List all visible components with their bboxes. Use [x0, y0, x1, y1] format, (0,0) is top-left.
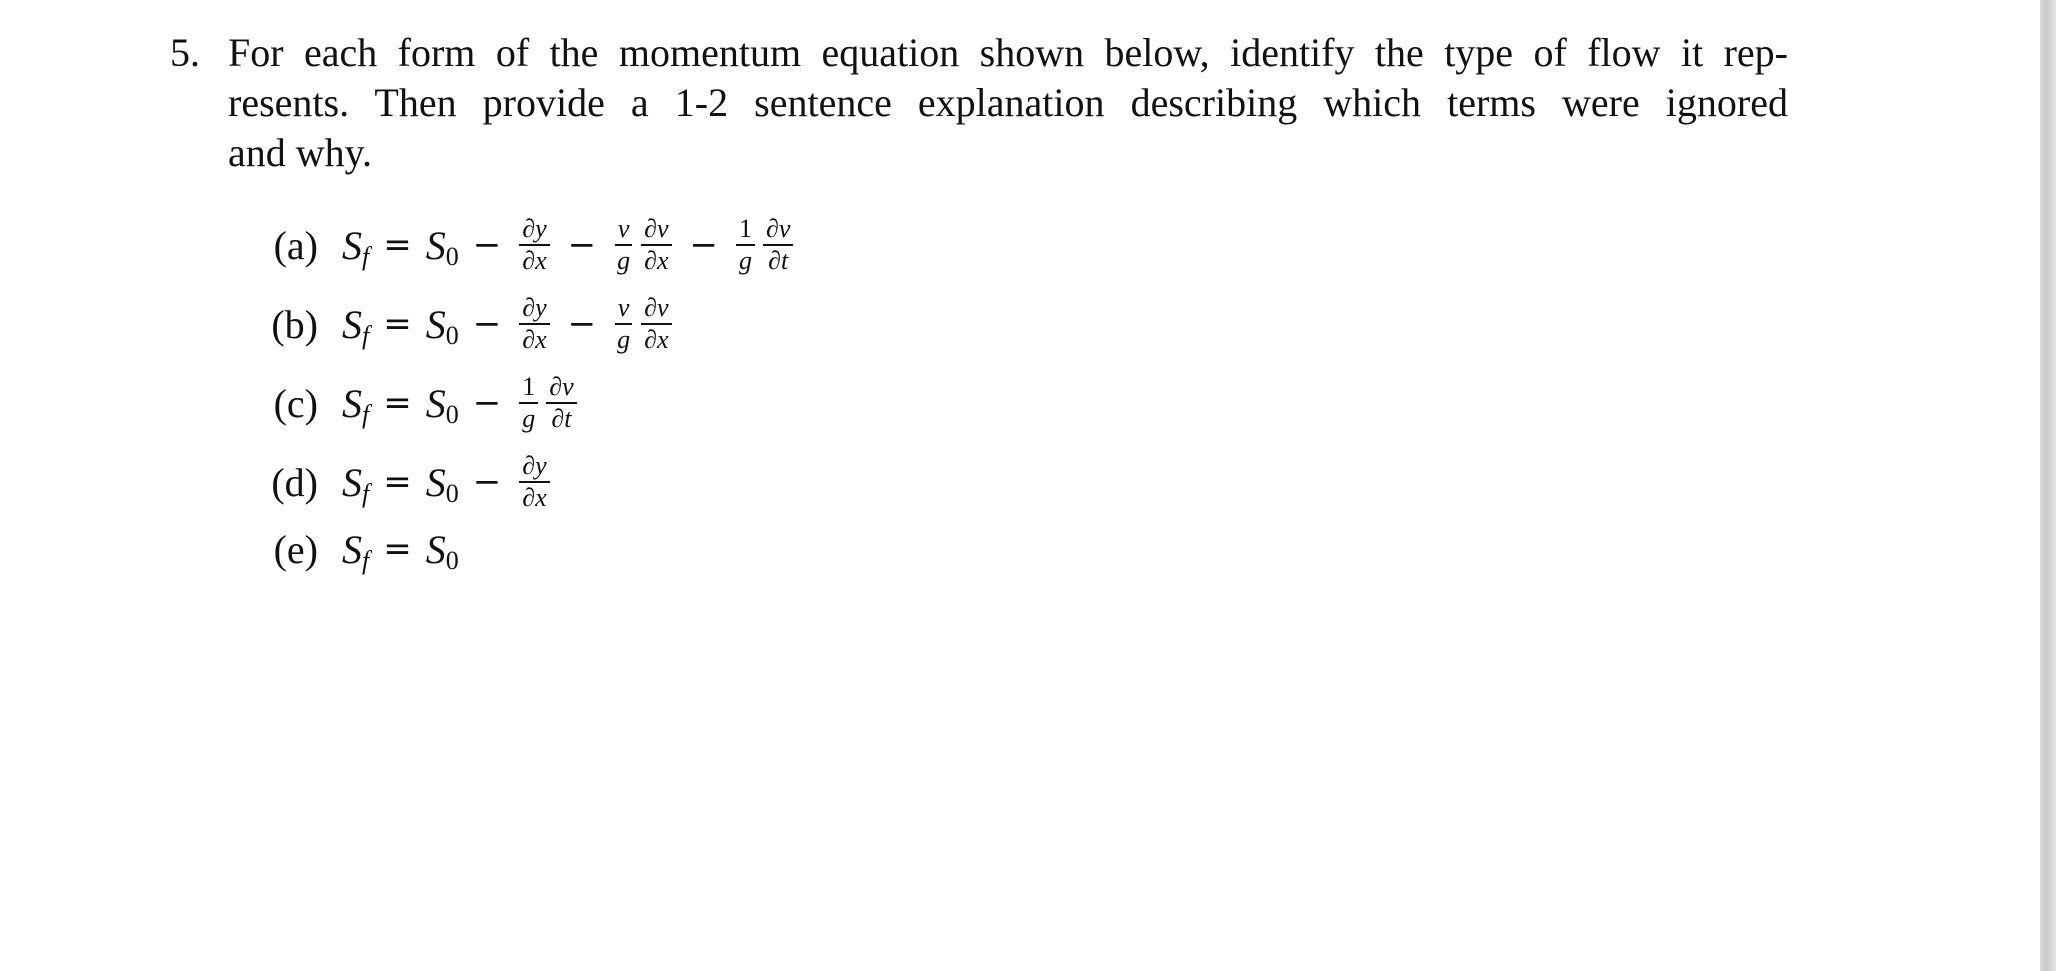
equation-math	[342, 373, 581, 433]
fraction-numerator: ∂v	[546, 373, 576, 404]
fraction-numerator: 1	[736, 215, 755, 246]
rhs-symbol: S	[425, 526, 446, 572]
rhs-subscript: 0	[445, 479, 459, 508]
fraction-denominator: ∂t	[768, 246, 789, 275]
equation-label: (c)	[273, 380, 318, 426]
rhs-subscript: 0	[445, 321, 459, 350]
lhs-subscript: f	[362, 479, 370, 508]
lhs-subscript: f	[362, 242, 370, 271]
fraction-numerator: ∂v	[641, 215, 671, 246]
question-text	[228, 28, 1788, 178]
equals-sign: =	[383, 304, 412, 344]
lhs-subscript: f	[362, 546, 370, 575]
lhs-subscript: f	[362, 321, 370, 350]
fraction-dv-dt	[763, 215, 793, 275]
question-number: 5.	[170, 30, 200, 75]
rhs-symbol: S	[425, 380, 446, 426]
fraction-denominator: ∂x	[644, 325, 669, 354]
equals-sign: =	[383, 529, 412, 569]
minus-operator: −	[472, 462, 502, 502]
fraction-numerator: v	[615, 215, 633, 246]
fraction-denominator: g	[617, 325, 631, 354]
equation-e	[228, 517, 459, 581]
fraction-numerator: v	[615, 294, 633, 325]
equation-d	[228, 450, 554, 514]
fraction-numerator: ∂y	[519, 294, 549, 325]
fraction-dy-dx	[519, 215, 549, 275]
fraction-numerator: ∂y	[519, 452, 549, 483]
fraction-dy-dx	[519, 294, 549, 354]
fraction-1-g	[519, 373, 538, 433]
rhs-subscript: 0	[445, 242, 459, 271]
rhs-subscript: 0	[445, 400, 459, 429]
question-line-2: resents. Then provide a 1-2 sentence explanation describing which terms were ignored	[228, 80, 1788, 125]
fraction-denominator: g	[739, 246, 753, 275]
lhs-symbol: S	[342, 222, 362, 268]
minus-operator: −	[567, 225, 597, 265]
equation-label: (d)	[271, 459, 318, 505]
question-line-1: For each form of the momentum equation shown below, identify the type of flow it rep-	[228, 30, 1788, 75]
page-edge-shadow	[2040, 0, 2056, 971]
minus-operator: −	[567, 304, 597, 344]
equation-c	[228, 371, 581, 435]
minus-operator: −	[472, 225, 502, 265]
equals-sign: =	[383, 462, 412, 502]
fraction-numerator: ∂v	[641, 294, 671, 325]
equation-math	[342, 452, 554, 512]
fraction-dv-dx	[641, 215, 671, 275]
lhs-symbol: S	[342, 301, 362, 347]
fraction-dy-dx	[519, 452, 549, 512]
equation-label: (b)	[271, 301, 318, 347]
equation-b	[228, 292, 676, 356]
rhs-symbol: S	[425, 222, 446, 268]
rhs-symbol: S	[425, 301, 446, 347]
fraction-denominator: ∂x	[522, 246, 547, 275]
fraction-v-g	[614, 294, 633, 354]
question-line-3: and why.	[228, 130, 373, 175]
equation-a	[228, 213, 797, 277]
fraction-numerator: ∂y	[519, 215, 549, 246]
lhs-symbol: S	[342, 380, 362, 426]
fraction-numerator: 1	[519, 373, 538, 404]
equation-label: (a)	[273, 222, 318, 268]
fraction-denominator: ∂x	[522, 483, 547, 512]
fraction-denominator: g	[522, 404, 536, 433]
fraction-dv-dx	[641, 294, 671, 354]
equation-math	[342, 294, 676, 354]
fraction-denominator: ∂t	[551, 404, 572, 433]
equals-sign: =	[383, 383, 412, 423]
fraction-numerator: ∂v	[763, 215, 793, 246]
equals-sign: =	[383, 225, 412, 265]
fraction-1-g	[736, 215, 755, 275]
fraction-dv-dt	[546, 373, 576, 433]
lhs-symbol: S	[342, 526, 362, 572]
fraction-denominator: g	[617, 246, 631, 275]
rhs-symbol: S	[425, 459, 446, 505]
fraction-denominator: ∂x	[522, 325, 547, 354]
equation-label: (e)	[273, 526, 318, 572]
fraction-v-g	[614, 215, 633, 275]
lhs-subscript: f	[362, 400, 370, 429]
lhs-symbol: S	[342, 459, 362, 505]
equation-math	[342, 215, 797, 275]
minus-operator: −	[689, 225, 719, 265]
minus-operator: −	[472, 383, 502, 423]
minus-operator: −	[472, 304, 502, 344]
rhs-subscript: 0	[445, 546, 459, 575]
fraction-denominator: ∂x	[644, 246, 669, 275]
equation-math	[342, 526, 459, 573]
